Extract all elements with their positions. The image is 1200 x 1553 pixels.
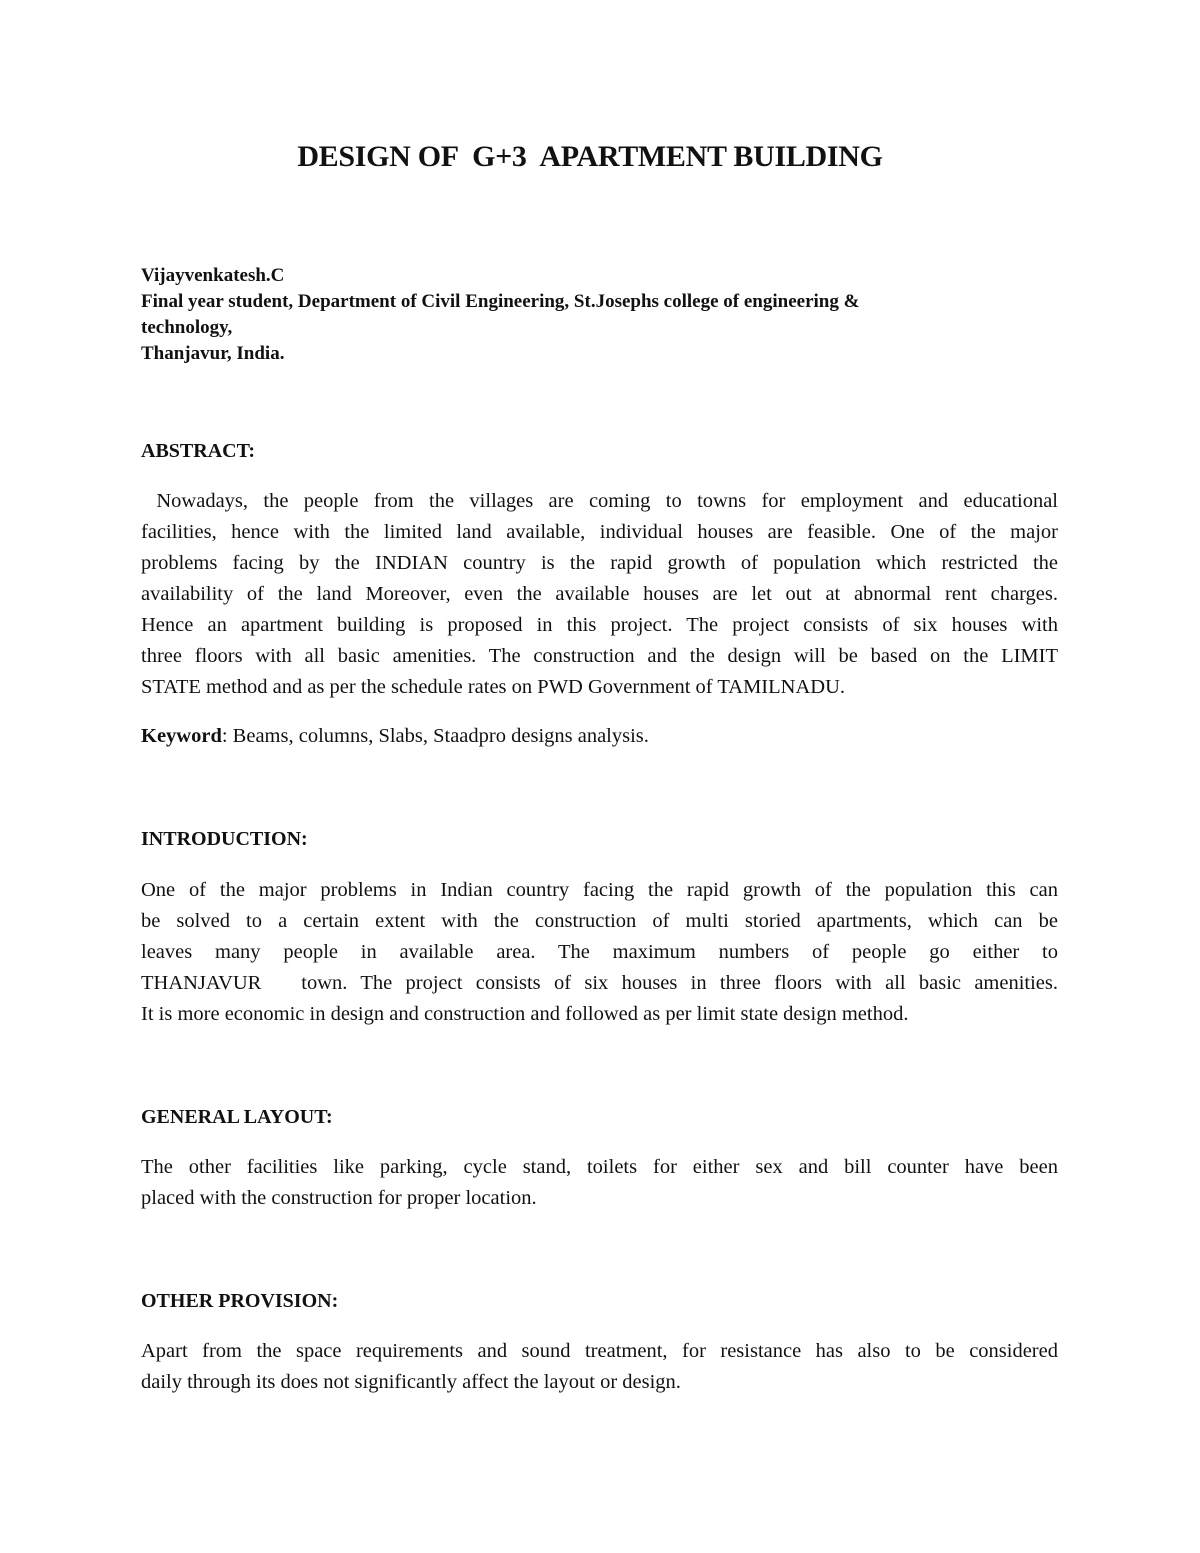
general-layout-line: placed with the construction for proper location. bbox=[141, 1187, 537, 1209]
abstract-line: three floors with all basic amenities. The construction and the design will be based on the LIMIT bbox=[141, 645, 1058, 667]
author-name: Vijayvenkatesh.C bbox=[141, 265, 285, 286]
other-provision-line: daily through its does not significantly affect the layout or design. bbox=[141, 1371, 681, 1393]
abstract-line: availability of the land Moreover, even the available houses are let out at abnormal rent charges. bbox=[141, 583, 1058, 605]
general-layout-paragraph bbox=[141, 1152, 1058, 1214]
other-provision-heading: OTHER PROVISION: bbox=[141, 1290, 339, 1312]
introduction-line: One of the major problems in Indian country facing the rapid growth of the population this can bbox=[141, 879, 1058, 901]
introduction-line: leaves many people in available area. The maximum numbers of people go either to bbox=[141, 941, 1058, 963]
introduction-line: It is more economic in design and construction and followed as per limit state design method. bbox=[141, 1003, 909, 1025]
introduction-line: THANJAVUR town. The project consists of six houses in three floors with all basic amenities. bbox=[141, 972, 1058, 994]
author-block bbox=[141, 263, 1021, 367]
abstract-line: Nowadays, the people from the villages are coming to towns for employment and educational bbox=[141, 490, 1058, 512]
keyword-line bbox=[141, 725, 649, 748]
author-location: Thanjavur, India. bbox=[141, 343, 285, 364]
abstract-heading: ABSTRACT: bbox=[141, 440, 256, 462]
keyword-text: : Beams, columns, Slabs, Staadpro designs analysis. bbox=[221, 725, 649, 747]
introduction-heading: INTRODUCTION: bbox=[141, 828, 308, 850]
abstract-line: facilities, hence with the limited land available, individual houses are feasible. One of the major bbox=[141, 521, 1058, 543]
author-affiliation-line-2: technology, bbox=[141, 317, 233, 338]
general-layout-line: The other facilities like parking, cycle stand, toilets for either sex and bill counter have been bbox=[141, 1156, 1058, 1178]
author-affiliation-line-1: Final year student, Department of Civil Engineering, St.Josephs college of engineering & bbox=[141, 291, 860, 312]
abstract-line: Hence an apartment building is proposed in this project. The project consists of six houses with bbox=[141, 614, 1058, 636]
abstract-line: STATE method and as per the schedule rates on PWD Government of TAMILNADU. bbox=[141, 676, 845, 698]
paper-title: DESIGN OF G+3 APARTMENT BUILDING bbox=[297, 140, 883, 173]
introduction-paragraph bbox=[141, 875, 1058, 1030]
abstract-paragraph bbox=[141, 486, 1058, 703]
other-provision-line: Apart from the space requirements and sound treatment, for resistance has also to be considered bbox=[141, 1340, 1058, 1362]
other-provision-paragraph bbox=[141, 1336, 1058, 1398]
keyword-label: Keyword bbox=[141, 725, 222, 747]
introduction-line: be solved to a certain extent with the construction of multi storied apartments, which can be bbox=[141, 910, 1058, 932]
abstract-line: problems facing by the INDIAN country is the rapid growth of population which restricted the bbox=[141, 552, 1058, 574]
general-layout-heading: GENERAL LAYOUT: bbox=[141, 1106, 333, 1128]
